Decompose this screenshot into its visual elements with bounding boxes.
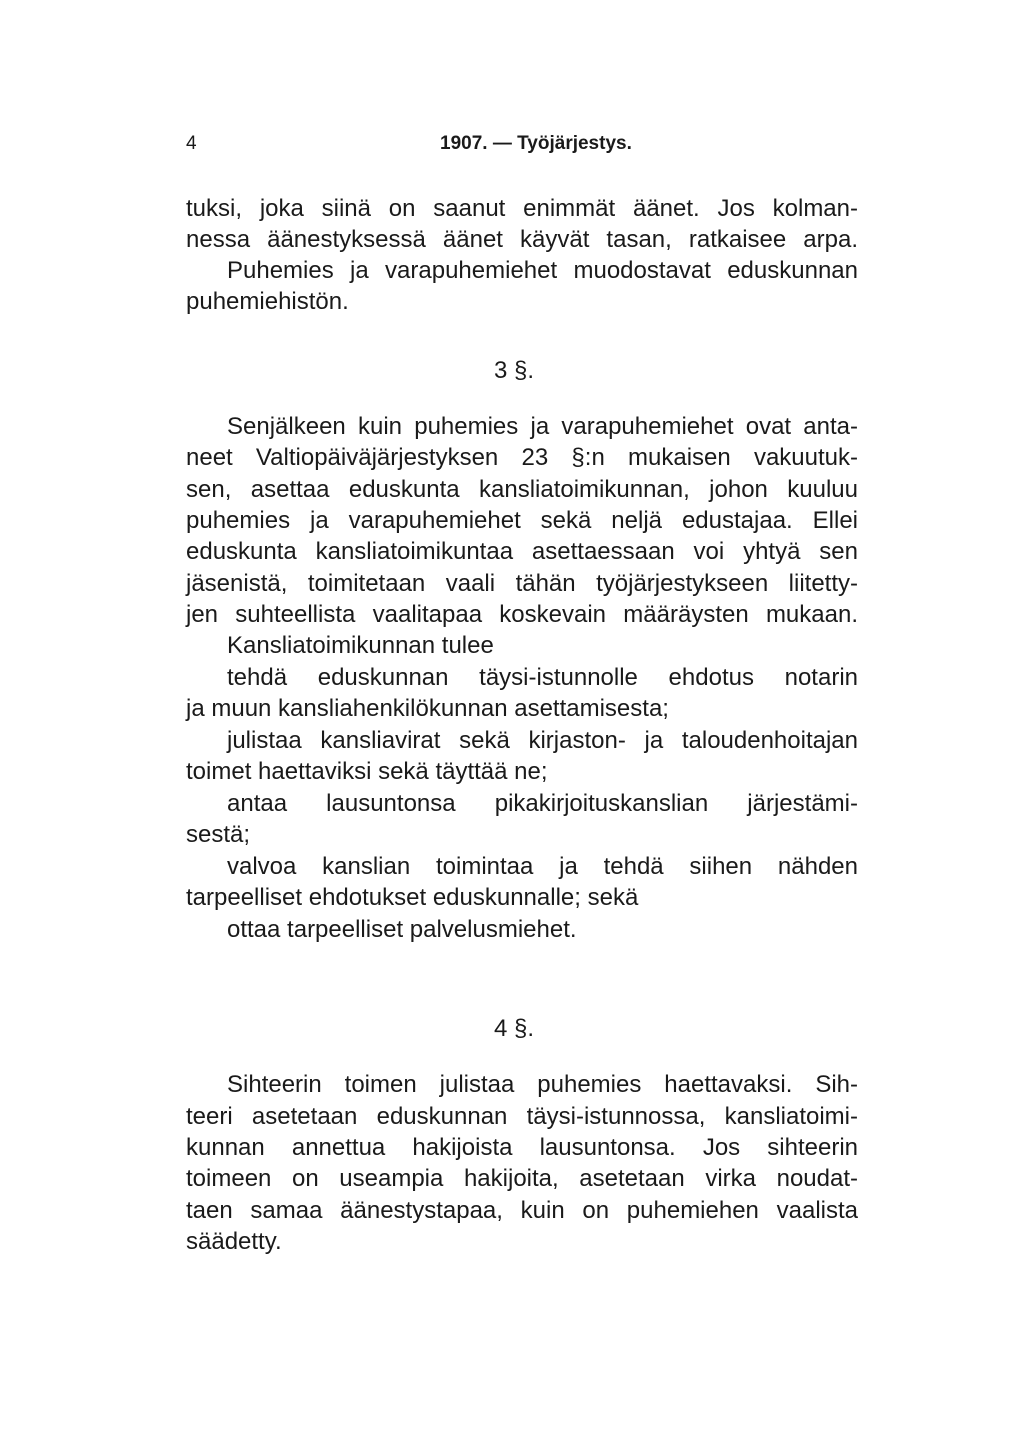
list-item: toimet haettaviksi sekä täyttää ne; (186, 758, 548, 785)
running-title: 1907. — Työjärjestys. (440, 133, 632, 154)
text-line: eduskunta kansliatoimikuntaa asettaessaan voi yhtyä sen (186, 538, 858, 565)
text-line: jäsenistä, toimitetaan vaali tähän työjärjestykseen liitetty- (186, 570, 858, 597)
text-line: kunnan annettua hakijoista lausuntonsa. Jos sihteerin (186, 1134, 858, 1161)
list-item: tarpeelliset ehdotukset eduskunnalle; sekä (186, 884, 639, 911)
section-heading: 4 §. (494, 1015, 535, 1042)
section-heading: 3 §. (494, 357, 535, 384)
text-line: puhemiehistön. (186, 288, 349, 315)
text-line: Puhemies ja varapuhemiehet muodostavat eduskunnan (227, 257, 858, 284)
text-line: Senjälkeen kuin puhemies ja varapuhemiehet ovat anta- (227, 413, 858, 440)
list-item: ja muun kansliahenkilökunnan asettamisesta; (186, 695, 669, 722)
text-line: jen suhteellista vaalitapaa koskevain määräysten mukaan. (186, 601, 858, 628)
list-item: antaa lausuntonsa pikakirjoituskanslian järjestämi- (227, 790, 858, 817)
text-line: teeri asetetaan eduskunnan täysi-istunnossa, kansliatoimi- (186, 1103, 858, 1130)
text-line: taen samaa äänestystapaa, kuin on puhemiehen vaalista (186, 1197, 858, 1224)
list-item: ottaa tarpeelliset palvelusmiehet. (227, 916, 577, 943)
list-item: sestä; (186, 821, 251, 848)
text-line: toimeen on useampia hakijoita, asetetaan virka noudat- (186, 1165, 858, 1192)
text-line: puhemies ja varapuhemiehet sekä neljä edustajaa. Ellei (186, 507, 858, 534)
list-item: tehdä eduskunnan täysi-istunnolle ehdotus notarin (227, 664, 858, 691)
text-line: tuksi, joka siinä on saanut enimmät äänet. Jos kolman- (186, 195, 858, 222)
text-line: neet Valtiopäiväjärjestyksen 23 §:n mukaisen vakuutuk- (186, 444, 858, 471)
page-header (186, 133, 866, 163)
text-line: Kansliatoimikunnan tulee (227, 632, 494, 659)
page-number: 4 (186, 133, 197, 154)
list-item: julistaa kansliavirat sekä kirjaston- ja taloudenhoitajan (227, 727, 858, 754)
text-line: Sihteerin toimen julistaa puhemies haettavaksi. Sih- (227, 1071, 858, 1098)
text-line: sen, asettaa eduskunta kansliatoimikunnan, johon kuuluu (186, 476, 858, 503)
text-line: nessa äänestyksessä äänet käyvät tasan, ratkaisee arpa. (186, 226, 858, 253)
list-item: valvoa kanslian toimintaa ja tehdä siihen nähden (227, 853, 858, 880)
text-line: säädetty. (186, 1228, 282, 1255)
